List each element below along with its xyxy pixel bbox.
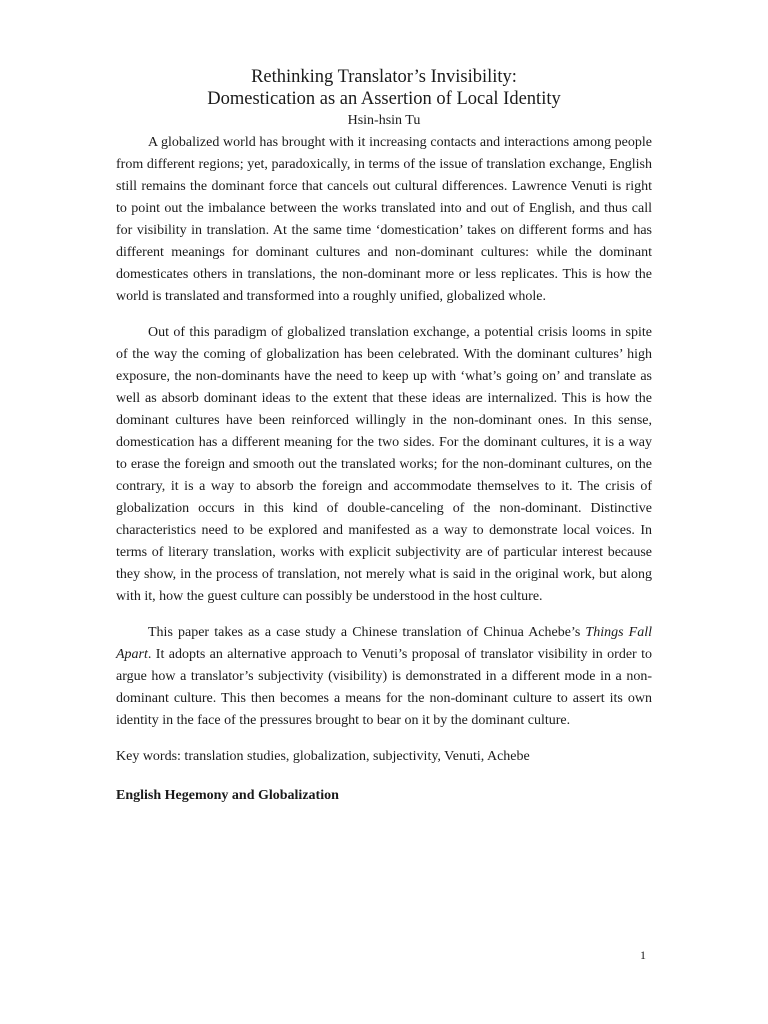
title-line-1: Rethinking Translator’s Invisibility: [251,67,517,87]
page-number: 1 [640,948,646,962]
author-name: Hsin-hsin Tu [347,113,421,128]
keywords-line: Key words: translation studies, globalization, subjectivity, Venuti, Achebe [116,749,530,764]
section-heading: English Hegemony and Globalization [116,788,339,803]
paragraph-2: Out of this paradigm of globalized translation exchange, a potential crisis looms in spite of the way the coming of globalization has been celebrated. With the dominant cultures’ high exposure, the non-dominants have the need to keep up with ‘what’s going on’ and translate as well as absorb dominant ideas to the extent that these ideas are internalized. This is how the dominant cultures have been reinforced willingly in the non-dominant ones. In this sense, domestication has a different meaning for the two sides. For the dominant cultures, it is a way to erase the foreign and smooth out the translated works; for the non-dominant cultures, on the contrary, it is a way to absorb the foreign and accommodate themselves to it. The crisis of globalization occurs in this kind of double-canceling of the non-dominant. Distinctive characteristics need to be explored and manifested as a way to demonstrate local voices. In terms of literary translation, works with explicit subjectivity are of particular interest because they show, in the process of translation, not merely what is said in the original work, but along with it, how the guest culture can possibly be understood in the host culture. [116,325,652,604]
paragraph-1: A globalized world has brought with it increasing contacts and interactions among people from different regions; yet, paradoxically, in terms of the issue of translation exchange, English still remains the dominant force that cancels out cultural differences. Lawrence Venuti is right to point out the imbalance between the works translated into and out of English, and thus call for visibility in translation. At the same time ‘domestication’ takes on different forms and has different meanings for dominant cultures and non-dominant cultures: while the dominant domesticates others in translations, the non-dominant more or less replicates. This is how the world is translated and transformed into a roughly unified, globalized whole. [116,135,652,304]
title-line-2: Domestication as an Assertion of Local Identity [207,89,561,109]
paragraph-3-text-start: This paper takes as a case study a Chinese translation of Chinua Achebe’s [148,625,586,640]
book-title-italic: Things Fall Apart [116,625,652,662]
paragraph-3-text-end: . It adopts an alternative approach to Venuti’s proposal of translator visibility in order to argue how a translator’s subjectivity (visibility) is demonstrated in a different mode in a non-dominant culture. This then becomes a means for the non-dominant culture to assert its own identity in the face of the pressures brought to bear on it by the dominant culture. [116,647,652,728]
document-page [116,66,652,807]
paragraph-3 [116,622,652,732]
paper-title [116,66,652,110]
